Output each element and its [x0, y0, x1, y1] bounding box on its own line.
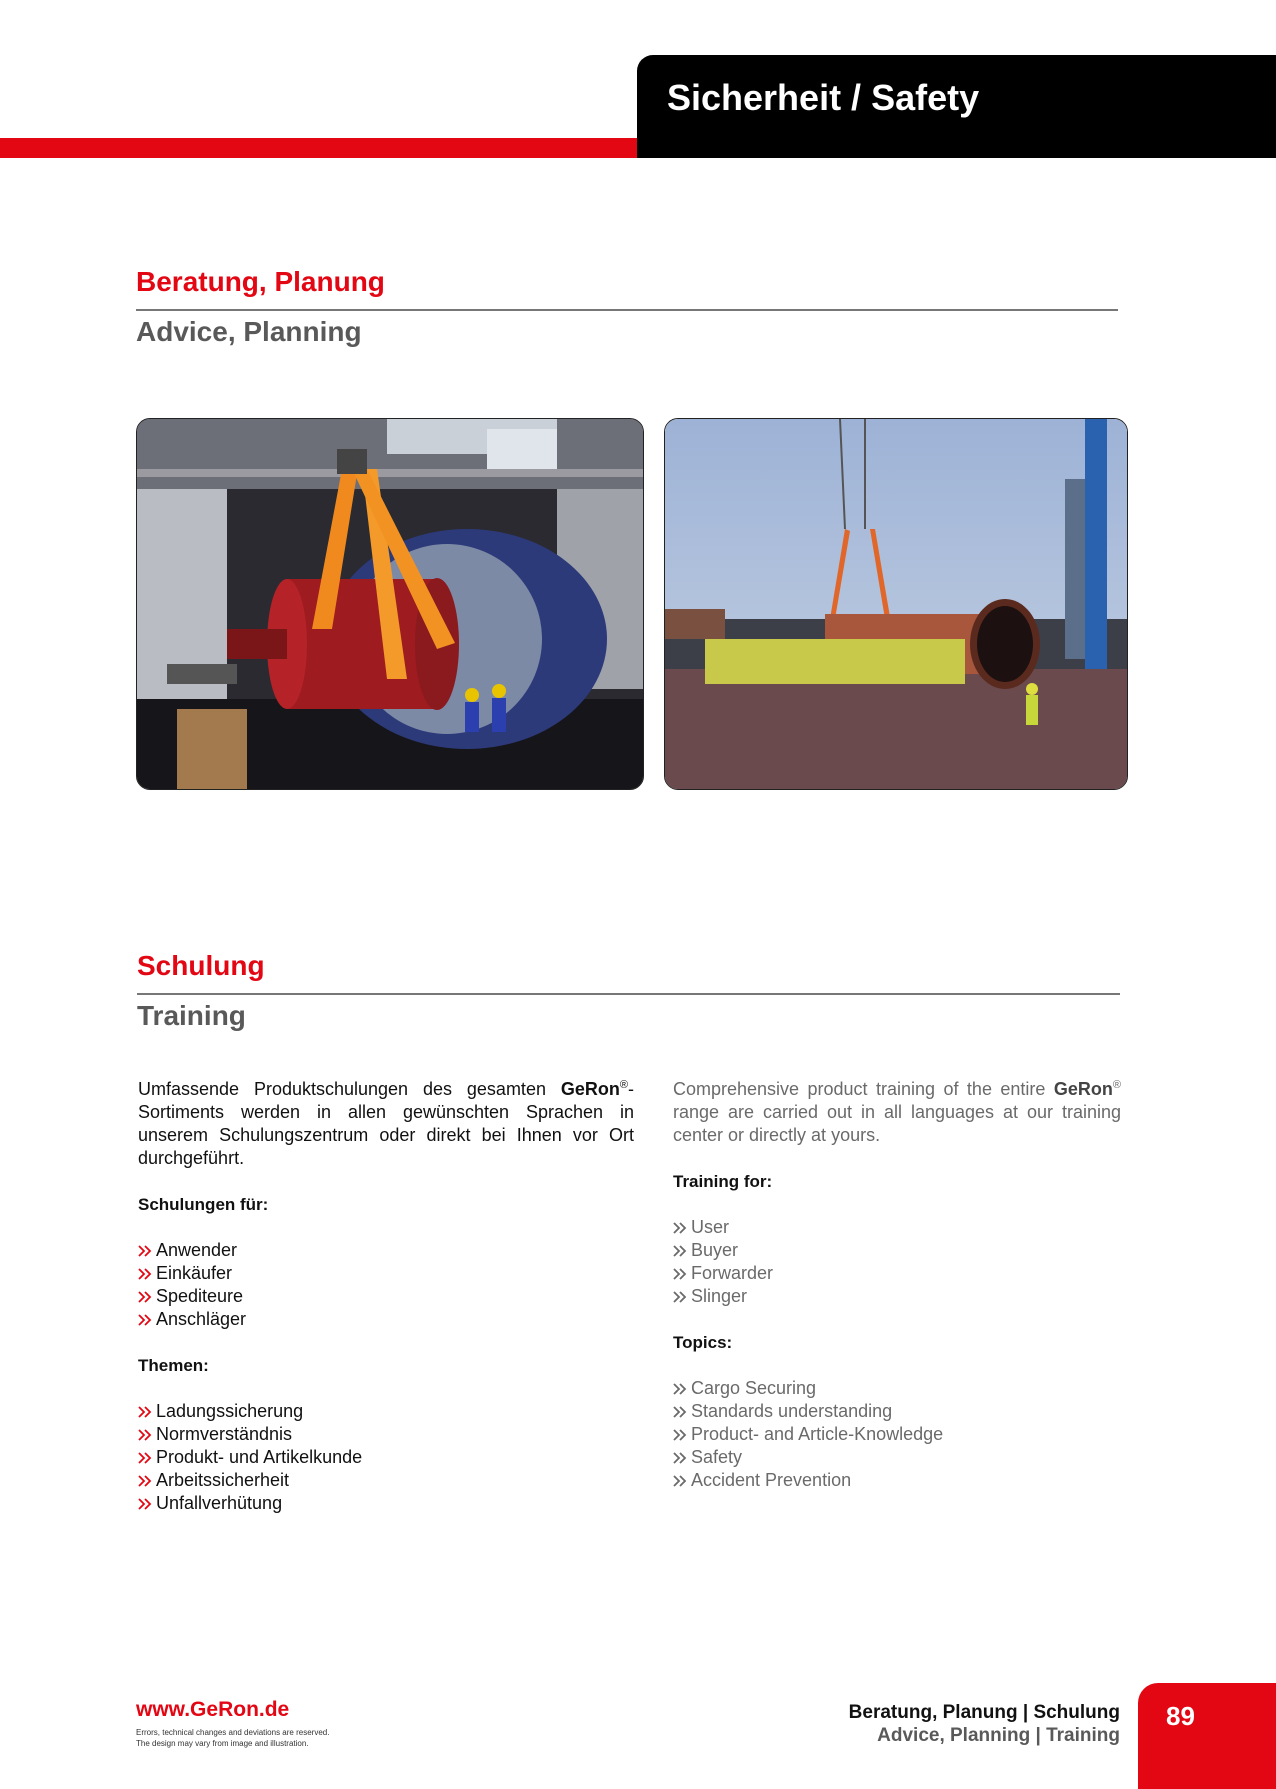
footer-website-link[interactable]: www.GeRon.de	[136, 1698, 290, 1721]
list-item-label: Anwender	[156, 1240, 238, 1260]
section-divider	[137, 993, 1120, 995]
footer-disclaimer: Errors, technical changes and deviations are reserved. The design may vary from image and illustration.	[136, 1728, 330, 1748]
list-item-label: Accident Prevention	[691, 1470, 852, 1490]
list-item	[138, 1400, 634, 1423]
list-item-label: Spediteure	[156, 1286, 244, 1306]
list-item	[673, 1400, 1121, 1423]
brand-name: GeRon	[1053, 1079, 1113, 1099]
footer-breadcrumb-en: Advice, Planning | Training	[877, 1725, 1120, 1746]
list-item	[138, 1308, 634, 1331]
footer-breadcrumb-de: Beratung, Planung | Schulung	[848, 1702, 1120, 1723]
list-training-for-en	[673, 1216, 1121, 1308]
list-item-label: Einkäufer	[156, 1263, 233, 1283]
double-chevron-right-icon	[138, 1405, 152, 1419]
list-item-label: Buyer	[691, 1240, 739, 1260]
intro-paragraph-en: Comprehensive product training of the entire GeRon® range are carried out in all languages at our training center or directly at yours.	[673, 1079, 1121, 1145]
list-item	[673, 1423, 1121, 1446]
page-number-tab	[1138, 1683, 1276, 1789]
label-topics-en: Topics:	[673, 1333, 733, 1352]
label-topics-de: Themen:	[138, 1356, 209, 1375]
double-chevron-right-icon	[673, 1405, 687, 1419]
double-chevron-right-icon	[138, 1313, 152, 1327]
photo-pipe-lifting-harbour	[664, 418, 1128, 790]
double-chevron-right-icon	[138, 1290, 152, 1304]
list-item	[138, 1492, 634, 1515]
footer-breadcrumb	[849, 1701, 1120, 1747]
section-title-training-en: Training	[137, 1000, 246, 1031]
list-item	[138, 1446, 634, 1469]
list-item-label: Safety	[691, 1447, 743, 1467]
list-item	[138, 1262, 634, 1285]
list-item-label: Standards understanding	[691, 1401, 893, 1421]
double-chevron-right-icon	[138, 1497, 152, 1511]
double-chevron-right-icon	[138, 1428, 152, 1442]
column-english	[673, 1074, 1121, 1492]
label-training-for-en: Training for:	[673, 1172, 773, 1191]
double-chevron-right-icon	[673, 1221, 687, 1235]
list-item-label: User	[691, 1217, 730, 1237]
double-chevron-right-icon	[138, 1267, 152, 1281]
list-item-label: Arbeitssicherheit	[156, 1470, 290, 1490]
list-item-label: Unfallverhütung	[156, 1493, 283, 1513]
list-item	[673, 1239, 1121, 1262]
list-item-label: Slinger	[691, 1286, 748, 1306]
list-item-label: Forwarder	[691, 1263, 774, 1283]
page-number: 89	[1166, 1701, 1195, 1731]
list-item-label: Produkt- und Artikelkunde	[156, 1447, 363, 1467]
list-item-label: Normverständnis	[156, 1424, 293, 1444]
section-title-advice-de: Beratung, Planung	[136, 266, 385, 297]
intro-paragraph-de: Umfassende Produktschulungen des gesamten GeRon®-Sortiments werden in allen gewünschten Sprachen in unserem Schulungszentrum oder direkt bei Ihnen vor Ort durchgeführt.	[138, 1079, 634, 1168]
list-item	[673, 1446, 1121, 1469]
double-chevron-right-icon	[673, 1451, 687, 1465]
list-item	[673, 1469, 1121, 1492]
double-chevron-right-icon	[673, 1244, 687, 1258]
double-chevron-right-icon	[138, 1474, 152, 1488]
list-item	[673, 1377, 1121, 1400]
double-chevron-right-icon	[673, 1290, 687, 1304]
list-item-label: Cargo Securing	[691, 1378, 817, 1398]
list-item	[673, 1262, 1121, 1285]
double-chevron-right-icon	[138, 1451, 152, 1465]
photo-generator-lifting	[136, 418, 644, 790]
list-item	[673, 1285, 1121, 1308]
list-training-for-de	[138, 1239, 634, 1331]
double-chevron-right-icon	[673, 1428, 687, 1442]
header-title-tab	[637, 55, 1276, 158]
double-chevron-right-icon	[673, 1267, 687, 1281]
list-item-label: Product- and Article-Knowledge	[691, 1424, 944, 1444]
brand-name: GeRon	[560, 1079, 620, 1099]
double-chevron-right-icon	[138, 1244, 152, 1258]
list-item	[138, 1285, 634, 1308]
double-chevron-right-icon	[673, 1382, 687, 1396]
list-item	[138, 1239, 634, 1262]
list-item	[138, 1423, 634, 1446]
list-item-label: Ladungssicherung	[156, 1401, 304, 1421]
section-title-advice-en: Advice, Planning	[136, 316, 362, 347]
list-topics-en	[673, 1377, 1121, 1492]
column-german	[138, 1074, 634, 1515]
list-topics-de	[138, 1400, 634, 1515]
list-item	[673, 1216, 1121, 1239]
section-divider	[136, 309, 1118, 311]
label-training-for-de: Schulungen für:	[138, 1195, 269, 1214]
list-item-label: Anschläger	[156, 1309, 247, 1329]
section-title-training-de: Schulung	[137, 950, 265, 981]
header-title: Sicherheit / Safety	[667, 77, 980, 118]
double-chevron-right-icon	[673, 1474, 687, 1488]
list-item	[138, 1469, 634, 1492]
